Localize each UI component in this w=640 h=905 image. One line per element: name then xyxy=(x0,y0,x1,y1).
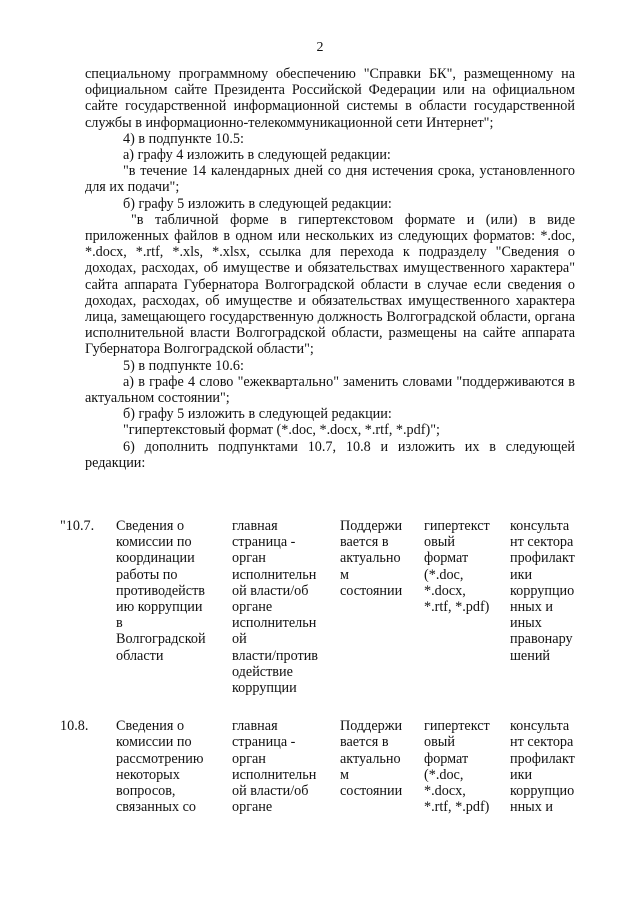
paragraph: 5) в подпункте 10.6: xyxy=(123,357,244,374)
cell-line: состоянии xyxy=(340,582,403,599)
paragraph: а) в графе 4 слово "ежеквартально" заменить словами "поддерживаются в актуальном состоянии"; xyxy=(85,373,575,407)
cell-line: *.docx, xyxy=(424,783,466,800)
cell-line: Поддержи xyxy=(340,718,403,735)
cell-line: Сведения о xyxy=(116,518,185,534)
paragraph: 6) дополнить подпунктами 10.7, 10.8 и изложить их в следующей редакции: xyxy=(85,438,575,471)
table-cell-file-format xyxy=(424,518,510,615)
cell-line: комиссии по xyxy=(116,734,192,751)
cell-line: некоторых xyxy=(116,766,180,783)
cell-line: нных и xyxy=(510,599,553,616)
page-number: 2 xyxy=(316,40,324,55)
cell-line: (*.doc, xyxy=(424,566,464,583)
table-cell-update-period xyxy=(340,518,424,599)
cell-line: состоянии xyxy=(340,783,403,800)
paragraph: б) графу 5 изложить в следующей редакции: xyxy=(123,195,392,212)
cell-line: исполнительн xyxy=(232,615,317,632)
cell-line: Волгоградской xyxy=(116,631,206,648)
cell-line: иных xyxy=(510,615,542,632)
cell-line: ой xyxy=(232,631,247,648)
cell-line: страница - xyxy=(232,534,296,551)
paragraph: специальному программному обеспечению "Справки БК", размещенному на официальном сайте Президента Российской Федерации или на официальном сайте государственной информационной системы в области государственной службы в информационно-телекоммуникационной сети Интернет"; xyxy=(85,66,575,131)
cell-line: вается в xyxy=(340,734,389,751)
amendment-table xyxy=(60,518,600,815)
cell-line: одействие xyxy=(232,663,293,680)
cell-line: вопросов, xyxy=(116,783,176,800)
cell-line: ой власти/об xyxy=(232,783,309,800)
table-cell-responsible-person xyxy=(510,718,598,815)
cell-line: шений xyxy=(510,647,550,664)
cell-line: профилакт xyxy=(510,550,575,567)
cell-line: противодейств xyxy=(116,582,205,599)
cell-line: формат xyxy=(424,750,469,767)
cell-line: органе xyxy=(232,599,273,616)
cell-line: координации xyxy=(116,550,195,567)
cell-line: исполнительн xyxy=(232,566,317,583)
cell-line: нт сектора xyxy=(510,734,574,751)
cell-line: орган xyxy=(232,550,266,567)
cell-line: комиссии по xyxy=(116,534,192,551)
cell-line: формат xyxy=(424,550,469,567)
cell-line: страница - xyxy=(232,734,296,751)
cell-line: 10.8. xyxy=(60,718,89,735)
cell-line: нт сектора xyxy=(510,534,574,551)
paragraph: б) графу 5 изложить в следующей редакции: xyxy=(123,406,392,423)
cell-line: "10.7. xyxy=(60,518,95,534)
table-cell-update-period xyxy=(340,718,424,799)
cell-line: правонару xyxy=(510,631,573,648)
cell-line: области xyxy=(116,647,164,664)
cell-line: *.docx, xyxy=(424,582,466,599)
cell-line: органе xyxy=(232,799,273,816)
table-cell-placement-location xyxy=(232,718,340,815)
table-cell-responsible-person xyxy=(510,518,598,664)
table-cell-file-format xyxy=(424,718,510,815)
cell-line: главная xyxy=(232,718,278,735)
table-cell-row-number xyxy=(60,518,116,534)
cell-line: исполнительн xyxy=(232,766,317,783)
table-cell-row-number xyxy=(60,718,116,734)
cell-line: актуально xyxy=(340,750,401,767)
table-cell-item-name xyxy=(116,518,232,664)
cell-line: актуально xyxy=(340,550,401,567)
cell-line: орган xyxy=(232,750,266,767)
cell-line: Поддержи xyxy=(340,518,403,534)
cell-line: нных и xyxy=(510,799,553,816)
paragraph: "гипертекстовый формат (*.doc, *.docx, *.rtf, *.pdf)"; xyxy=(123,422,440,439)
cell-line: профилакт xyxy=(510,750,575,767)
cell-line: власти/против xyxy=(232,647,319,664)
cell-line: консульта xyxy=(510,518,570,534)
document-body xyxy=(85,66,575,471)
cell-line: (*.doc, xyxy=(424,766,464,783)
table-row xyxy=(60,518,600,696)
cell-line: ики xyxy=(510,566,533,583)
cell-line: коррупцио xyxy=(510,783,575,800)
cell-line: овый xyxy=(424,734,455,751)
cell-line: гипертекст xyxy=(424,718,490,735)
cell-line: Сведения о xyxy=(116,718,185,735)
cell-line: *.rtf, *.pdf) xyxy=(424,799,490,816)
paragraph: "в табличной форме в гипертекстовом формате и (или) в виде приложенных файлов в одном или нескольких из следующих форматов: *.doc, *.docx, *.rtf, *.xls, *.xlsx, ссылка для перехода к подразделу "Сведения о доходах, расходах, об имуществе и обязательствах имущественного характера" сайта аппарата Губернатора Волгоградской области в случае если сведения о доходах, расходах, об имуществе и обязательствах имущественного характера лица, замещающего государственную должность Волгоградской области, органа исполнительной власти Волгоградской области, размещены на сайте аппарата Губернатора Волгоградской области"; xyxy=(85,211,575,358)
paragraph: а) графу 4 изложить в следующей редакции: xyxy=(123,147,391,164)
paragraph: "в течение 14 календарных дней со дня истечения срока, установленного для их подачи"; xyxy=(85,163,575,196)
table-cell-placement-location xyxy=(232,518,340,696)
cell-line: рассмотрению xyxy=(116,750,204,767)
cell-line: в xyxy=(116,615,123,632)
cell-line: ию коррупции xyxy=(116,599,203,616)
table-row xyxy=(60,718,600,815)
cell-line: гипертекст xyxy=(424,518,490,534)
cell-line: главная xyxy=(232,518,278,534)
cell-line: м xyxy=(340,766,349,783)
cell-line: *.rtf, *.pdf) xyxy=(424,599,490,616)
cell-line: вается в xyxy=(340,534,389,551)
cell-line: работы по xyxy=(116,566,178,583)
cell-line: консульта xyxy=(510,718,570,735)
cell-line: ики xyxy=(510,766,533,783)
cell-line: м xyxy=(340,566,349,583)
cell-line: овый xyxy=(424,534,455,551)
cell-line: коррупции xyxy=(232,680,297,697)
cell-line: коррупцио xyxy=(510,582,575,599)
cell-line: связанных со xyxy=(116,799,196,816)
paragraph: 4) в подпункте 10.5: xyxy=(123,130,244,147)
table-cell-item-name xyxy=(116,718,232,815)
cell-line: ой власти/об xyxy=(232,582,309,599)
